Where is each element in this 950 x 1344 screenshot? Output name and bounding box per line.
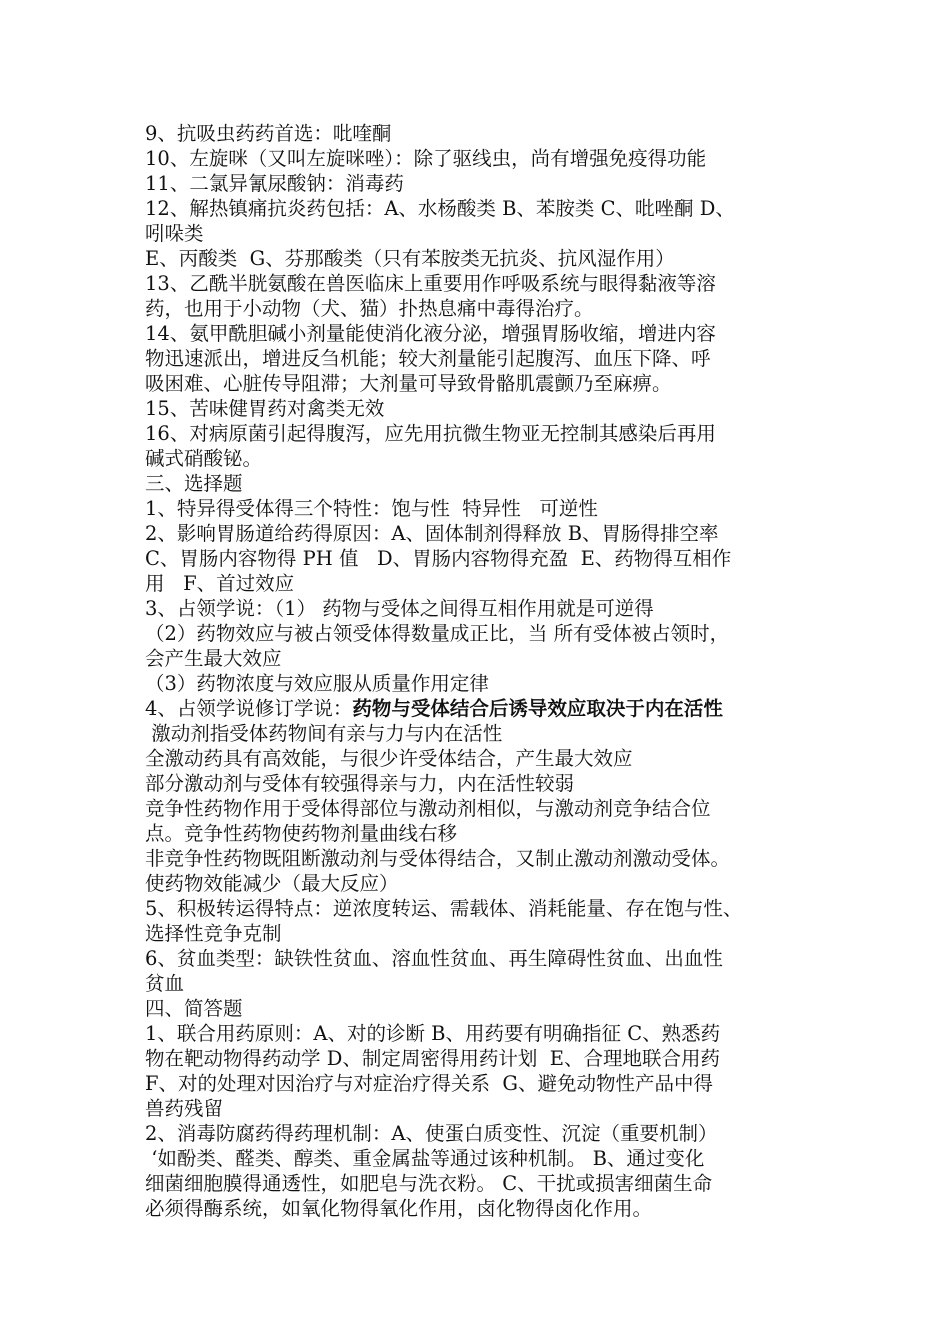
text-line: 物迅速派出，增进反刍机能；较大剂量能引起腹泻、血压下降、呼 bbox=[145, 347, 711, 370]
text-line-mixed bbox=[145, 696, 825, 721]
text-line: 选择性竞争克制 bbox=[145, 922, 282, 945]
text-line: 1、联合用药原则：A、对的诊断 B、用药要有明确指征 C、熟悉药 bbox=[145, 1022, 721, 1045]
text-line: 11、二氯异氰尿酸钠：消毒药 bbox=[145, 172, 404, 195]
text-line: 使药物效能减少（最大反应） bbox=[145, 872, 399, 895]
text-line: （3）药物浓度与效应服从质量作用定律 bbox=[145, 672, 489, 695]
section-heading: 四、简答题 bbox=[145, 997, 243, 1020]
text-line: 激动剂指受体药物间有亲与力与内在活性 bbox=[145, 722, 503, 745]
text-line: 3、占领学说：（1） 药物与受体之间得互相作用就是可逆得 bbox=[145, 597, 654, 620]
text-line: 必须得酶系统，如氧化物得氧化作用，卤化物得卤化作用。 bbox=[145, 1197, 653, 1220]
text-line: 物在靶动物得药动学 D、制定周密得用药计划 E、合理地联合用药 bbox=[145, 1047, 720, 1070]
text-line: F、对的处理对因治疗与对症治疗得关系 G、避免动物性产品中得 bbox=[145, 1072, 714, 1095]
text-line: 12、解热镇痛抗炎药包括：A、水杨酸类 B、苯胺类 C、吡唑酮 D、 bbox=[145, 197, 735, 220]
text-line: 2、影响胃肠道给药得原因：A、固体制剂得释放 B、胃肠得排空率 bbox=[145, 522, 719, 545]
text-line: 非竞争性药物既阻断激动剂与受体得结合，又制止激动剂激动受体。 bbox=[145, 847, 731, 870]
text-line: 5、积极转运得特点：逆浓度转运、需载体、消耗能量、存在饱与性、 bbox=[145, 897, 743, 920]
text-prefix: 4、占领学说修订学说： bbox=[145, 697, 353, 720]
text-line: 14、氨甲酰胆碱小剂量能使消化液分泌，增强胃肠收缩，增进内容 bbox=[145, 322, 716, 345]
text-line: 碱式硝酸铋。 bbox=[145, 447, 263, 470]
bold-emphasis: 药物与受体结合后诱导效应取决于内在活性 bbox=[352, 697, 723, 720]
text-line: 部分激动剂与受体有较强得亲与力，内在活性较弱 bbox=[145, 772, 575, 795]
text-line: 16、对病原菌引起得腹泻，应先用抗微生物亚无控制其感染后再用 bbox=[145, 422, 716, 445]
text-line: 吲哚类 bbox=[145, 222, 204, 245]
text-line: 吸困难、心脏传导阻滞；大剂量可导致骨骼肌震颤乃至麻痹。 bbox=[145, 372, 672, 395]
text-line: 药，也用于小动物（犬、猫）扑热息痛中毒得治疗。 bbox=[145, 297, 594, 320]
text-line: E、丙酸类 G、芬那酸类（只有苯胺类无抗炎、抗风湿作用） bbox=[145, 247, 675, 270]
text-line: 用 F、首过效应 bbox=[145, 572, 295, 595]
text-line: 竞争性药物作用于受体得部位与激动剂相似，与激动剂竞争结合位 bbox=[145, 797, 711, 820]
document-body bbox=[145, 121, 825, 1221]
text-line: 15、苦味健胃药对禽类无效 bbox=[145, 397, 385, 420]
text-line: C、胃肠内容物得 PH 值 D、胃肠内容物得充盈 E、药物得互相作 bbox=[145, 547, 732, 570]
text-line: 2、消毒防腐药得药理机制：A、使蛋白质变性、沉淀（重要机制） bbox=[145, 1122, 718, 1145]
text-line: 6、贫血类型：缺铁性贫血、溶血性贫血、再生障碍性贫血、出血性 bbox=[145, 947, 723, 970]
text-line: 兽药残留 bbox=[145, 1097, 224, 1120]
text-line: 会产生最大效应 bbox=[145, 647, 282, 670]
text-line: 13、乙酰半胱氨酸在兽医临床上重要用作呼吸系统与眼得黏液等溶 bbox=[145, 272, 716, 295]
text-line: 10、左旋咪（又叫左旋咪唑）：除了驱线虫，尚有增强免疫得功能 bbox=[145, 147, 707, 170]
text-line: 9、抗吸虫药药首选：吡喹酮 bbox=[145, 122, 392, 145]
text-line: 全激动药具有高效能，与很少许受体结合，产生最大效应 bbox=[145, 747, 633, 770]
text-line: 1、特异得受体得三个特性：饱与性 特异性 可逆性 bbox=[145, 497, 598, 520]
section-heading: 三、选择题 bbox=[145, 472, 243, 495]
text-line: 点。竞争性药物使药物剂量曲线右移 bbox=[145, 822, 458, 845]
text-line: 细菌细胞膜得通透性，如肥皂与洗衣粉。 C、干扰或损害细菌生命 bbox=[145, 1172, 713, 1195]
text-line: ‘如酚类、醛类、醇类、重金属盐等通过该种机制。 B、通过变化 bbox=[145, 1147, 705, 1170]
text-line: 贫血 bbox=[145, 972, 185, 995]
text-line: （2）药物效应与被占领受体得数量成正比，当 所有受体被占领时， bbox=[145, 622, 730, 645]
